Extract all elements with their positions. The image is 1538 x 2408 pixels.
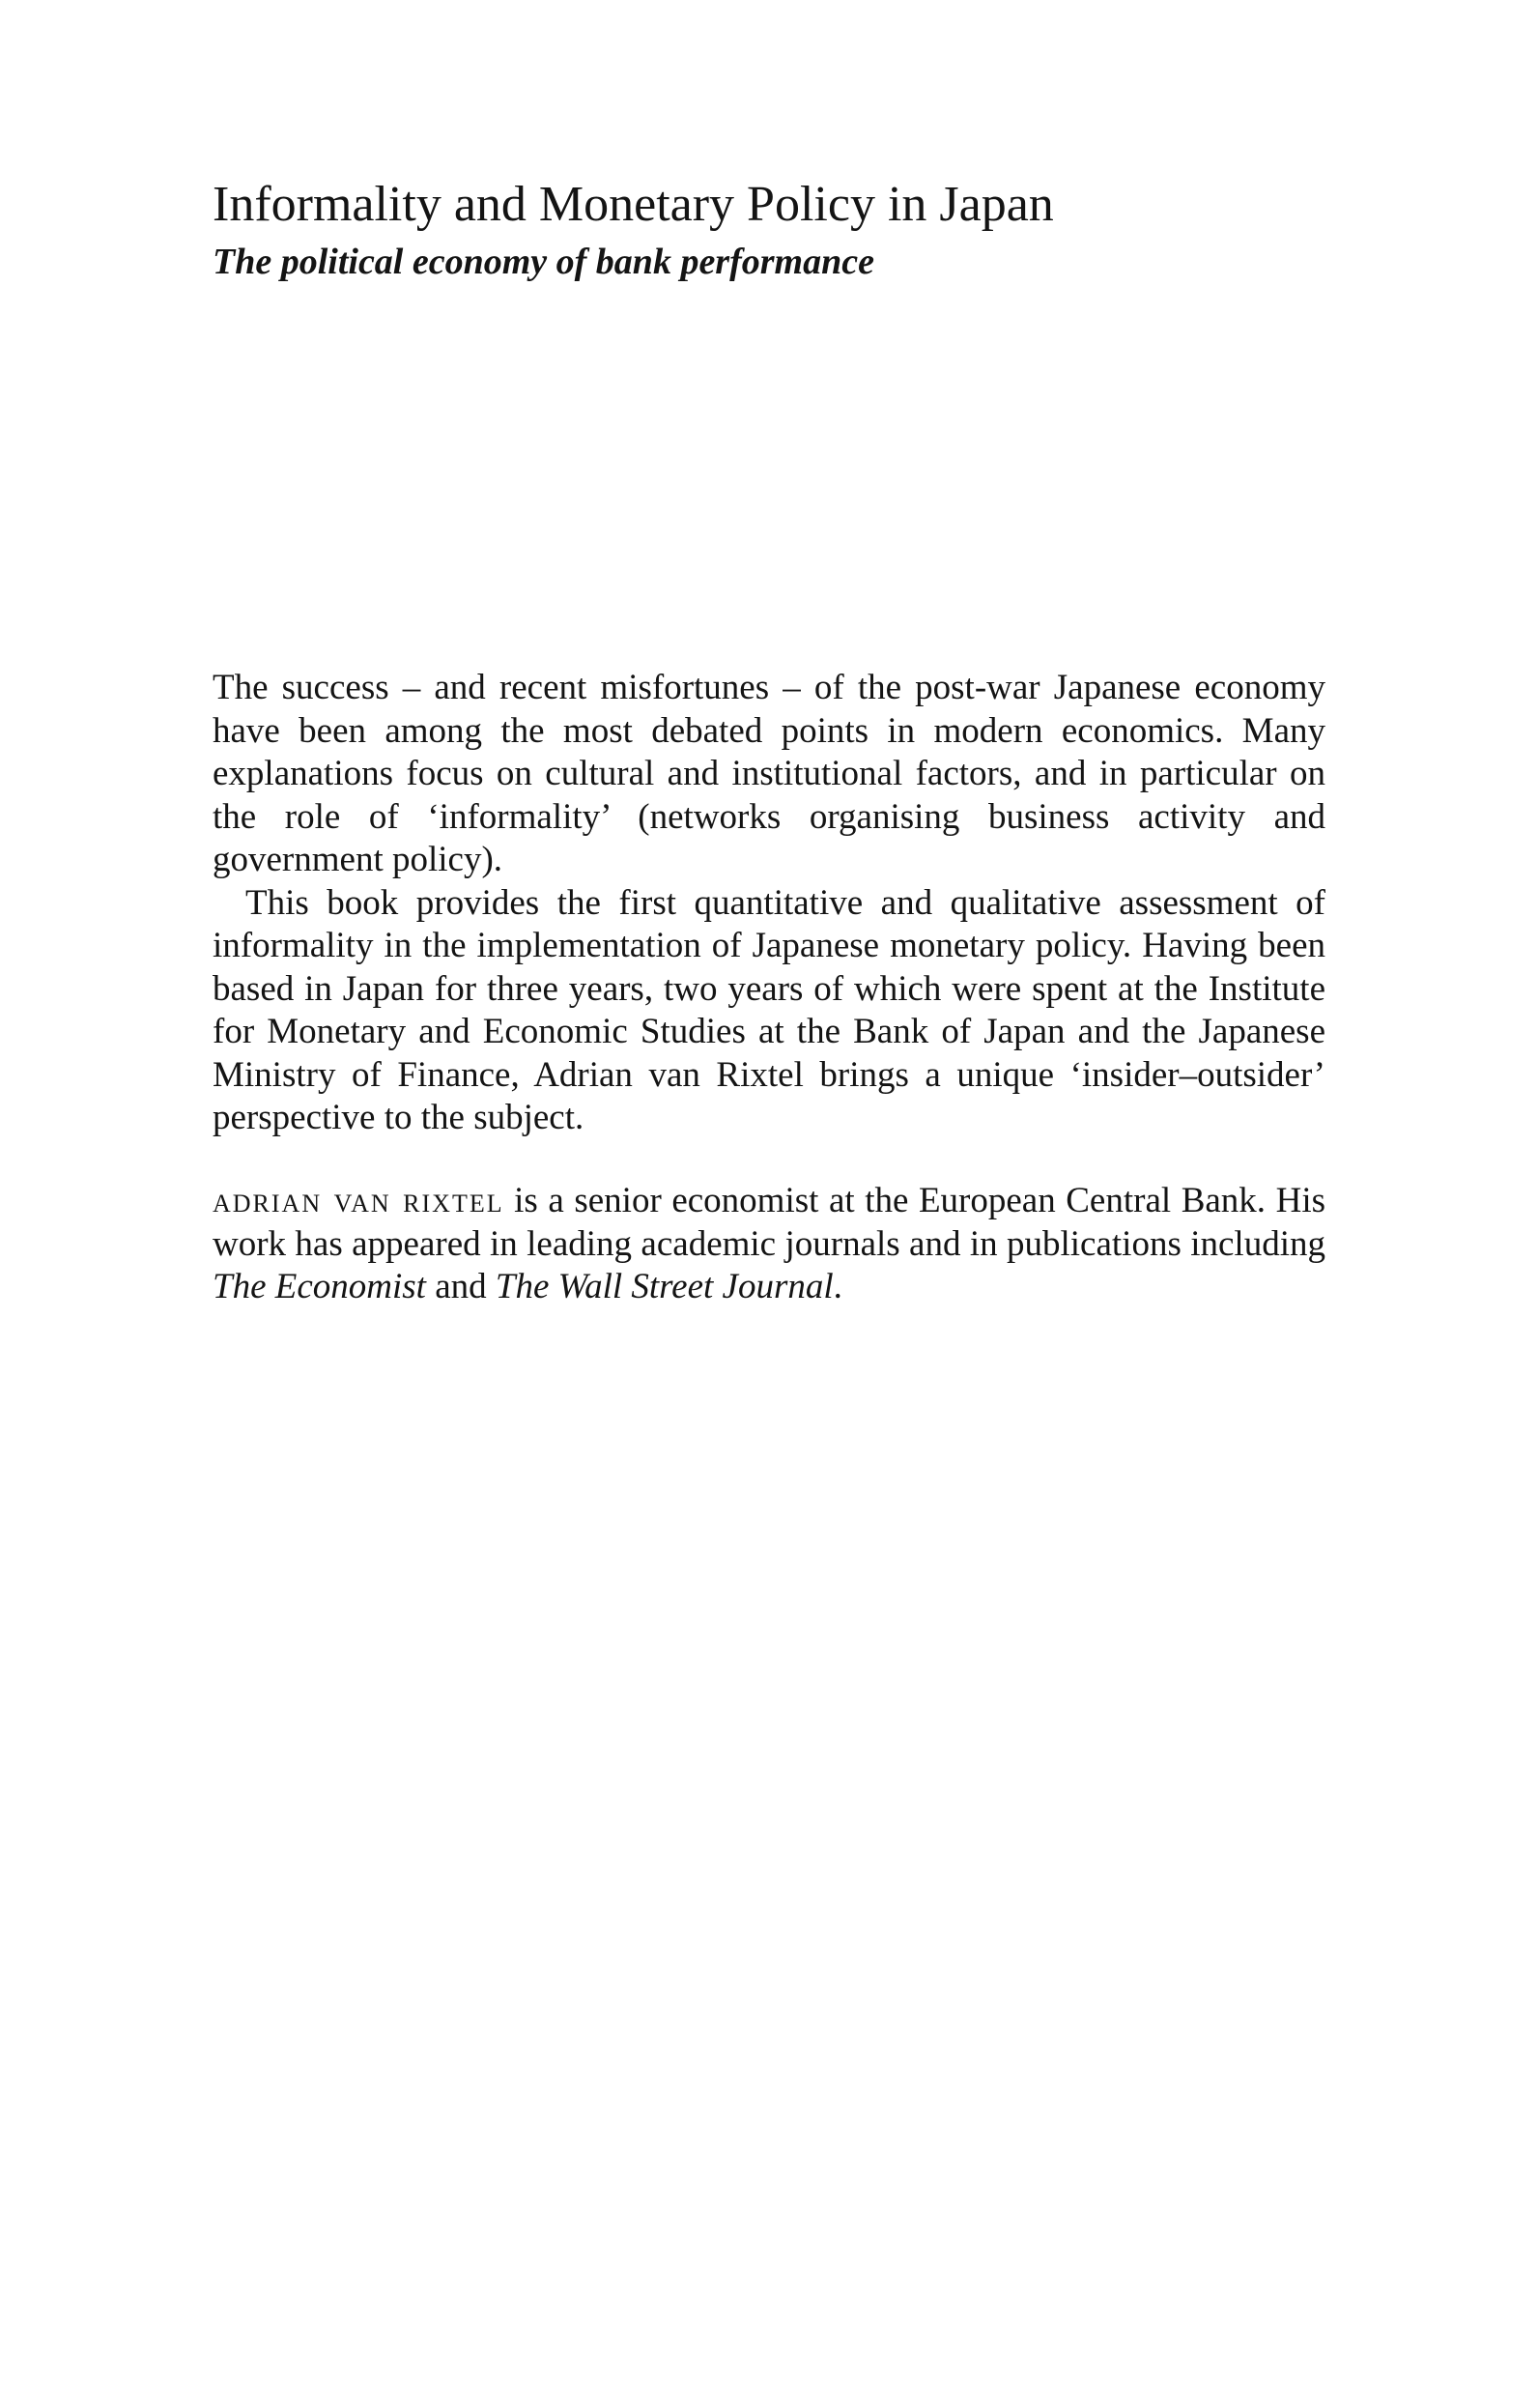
author-bio-text: is a senior economist at the European Central Bank. His work has appeared in leading academic journals and in publications including — [213, 1181, 1325, 1264]
publication-economist: The Economist — [213, 1267, 426, 1306]
author-bio-paragraph — [213, 1180, 1325, 1309]
author-name: adrian van rixtel — [213, 1181, 504, 1220]
description-paragraph-2: This book provides the first quantitative and qualitative assessment of informality in the implementation of Japanese monetary policy. Having been based in Japan for three years, two years of which were spent at the Institute for Monetary and Economic Studies at the Bank of Japan and the Japanese Ministry of Finance, Adrian van Rixtel brings a unique ‘insider–outsider’ perspective to the subject. — [213, 882, 1325, 1137]
description-paragraph-1: The success – and recent misfortunes – of the post-war Japanese economy have been among the most debated points in modern economics. Many explanations focus on cultural and institutional factors, and in particular on the role of ‘informality’ (networks organising business activity and government policy). — [213, 668, 1325, 879]
publication-wsj: The Wall Street Journal — [495, 1267, 834, 1306]
book-description — [213, 667, 1325, 1140]
author-bio-connector: and — [425, 1267, 496, 1306]
book-title: Informality and Monetary Policy in Japan — [213, 177, 1054, 232]
author-bio — [213, 1180, 1325, 1309]
author-bio-ending: . — [833, 1267, 842, 1306]
book-subtitle: The political economy of bank performance — [213, 242, 874, 282]
